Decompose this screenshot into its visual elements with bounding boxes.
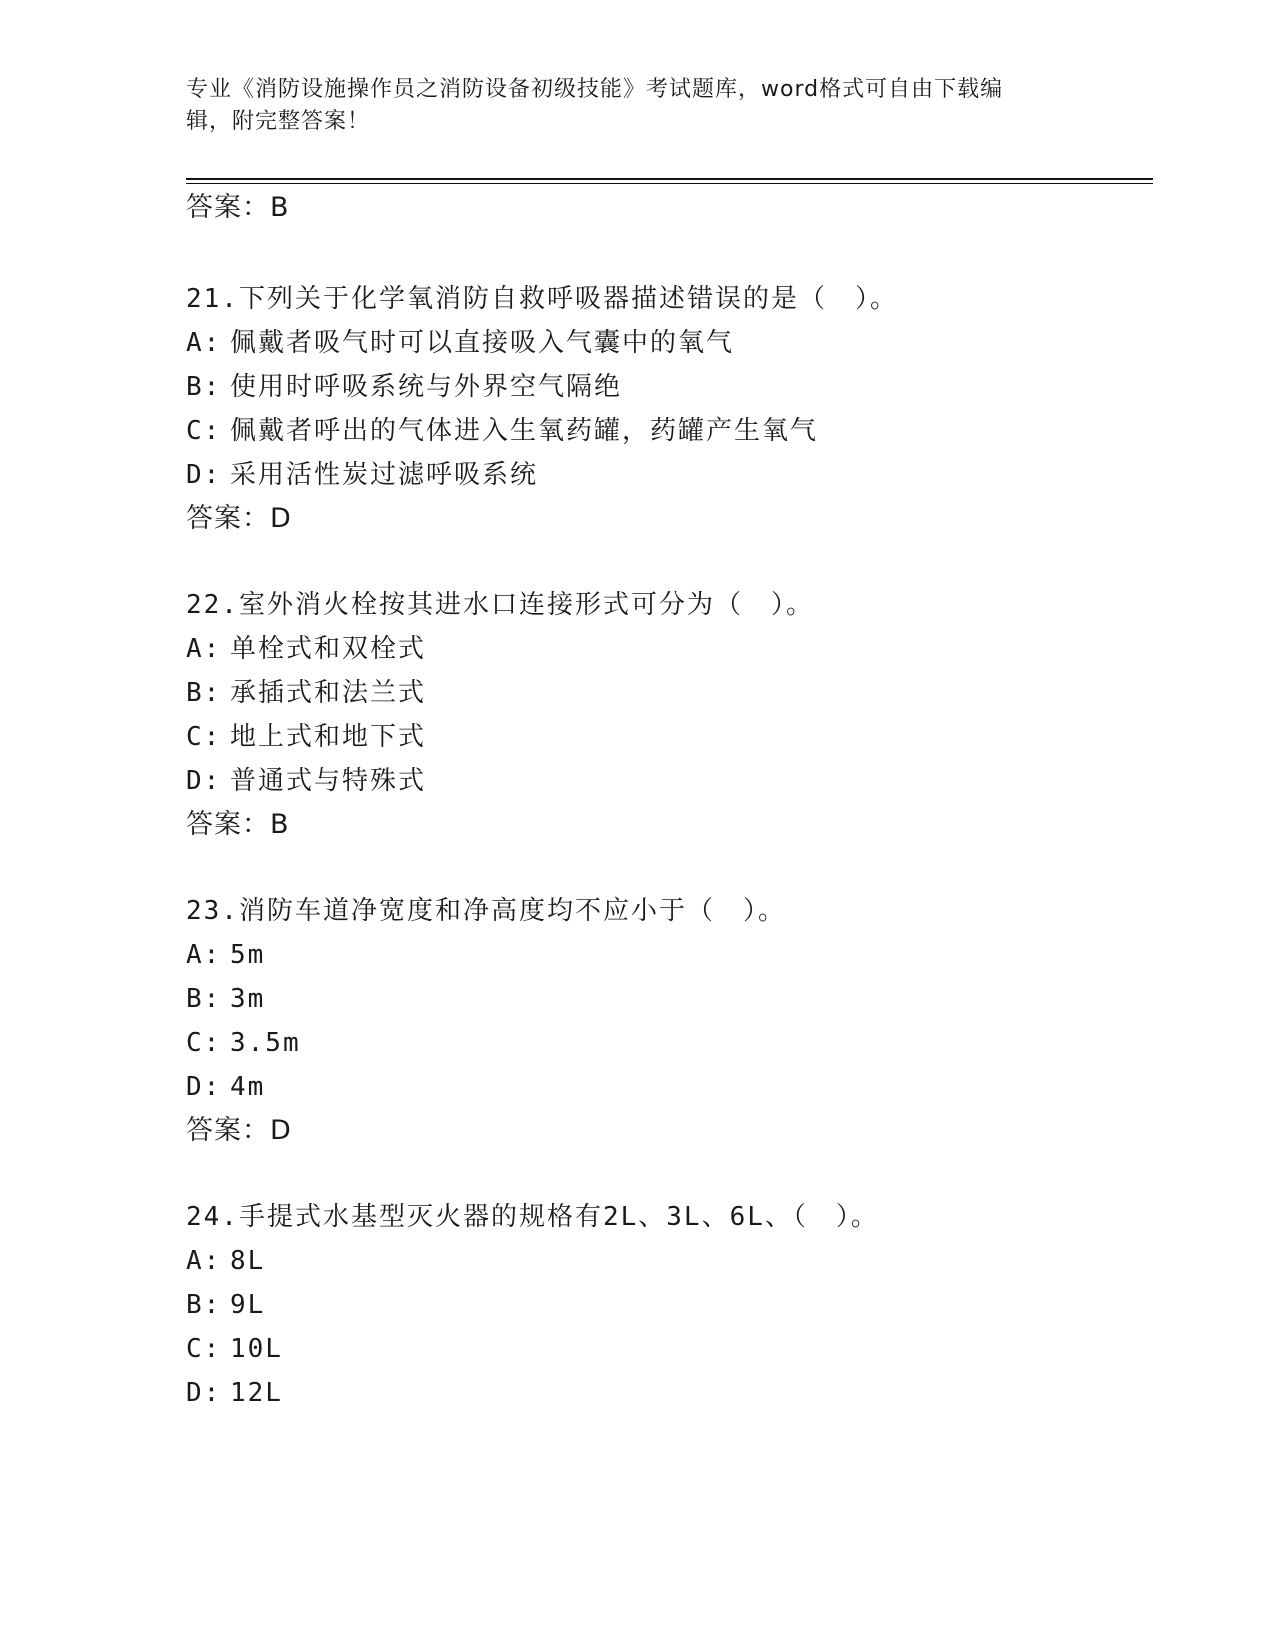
option-text: 12L — [230, 1378, 283, 1408]
option-a — [186, 1244, 265, 1278]
option-a — [186, 326, 734, 360]
option-text: 单栓式和双栓式 — [230, 634, 427, 664]
option-b — [186, 1288, 265, 1322]
option-a — [186, 938, 265, 972]
option-text: 9L — [230, 1290, 266, 1320]
option-label: D: — [186, 1378, 222, 1408]
option-label: B: — [186, 372, 222, 402]
answer-line: 答案：B — [186, 809, 290, 840]
answer-line: 答案：D — [186, 503, 292, 534]
option-b — [186, 676, 426, 710]
option-label: C: — [186, 1028, 222, 1058]
option-label: D: — [186, 460, 222, 490]
option-text: 使用时呼吸系统与外界空气隔绝 — [230, 372, 623, 402]
option-label: A: — [186, 940, 222, 970]
option-text: 普通式与特殊式 — [230, 766, 427, 796]
header-line-1: 专业《消防设施操作员之消防设备初级技能》考试题库，word格式可自由下载编 — [186, 77, 1004, 102]
option-text: 承插式和法兰式 — [230, 678, 427, 708]
option-b — [186, 982, 265, 1016]
option-text: 4m — [230, 1072, 266, 1102]
option-label: D: — [186, 1072, 222, 1102]
option-text: 地上式和地下式 — [230, 722, 427, 752]
option-label: D: — [186, 766, 222, 796]
option-b — [186, 370, 622, 404]
option-text: 3.5m — [230, 1028, 301, 1058]
header-line-2: 辑，附完整答案！ — [186, 109, 371, 134]
option-label: B: — [186, 1290, 222, 1320]
option-label: B: — [186, 984, 222, 1014]
option-d — [186, 764, 426, 798]
option-text: 采用活性炭过滤呼吸系统 — [230, 460, 539, 490]
option-c — [186, 720, 426, 754]
question-stem: 24.手提式水基型灭火器的规格有2L、3L、6L、（ ）。 — [186, 1202, 879, 1232]
option-text: 3m — [230, 984, 266, 1014]
option-text: 佩戴者吸气时可以直接吸入气囊中的氧气 — [230, 328, 735, 358]
answer-line: 答案：D — [186, 1115, 292, 1146]
option-d — [186, 1070, 265, 1104]
answer-line: 答案：B — [186, 192, 290, 223]
option-label: A: — [186, 328, 222, 358]
option-text: 10L — [230, 1334, 283, 1364]
document-header — [186, 74, 1066, 138]
option-text: 佩戴者呼出的气体进入生氧药罐，药罐产生氧气 — [230, 416, 819, 446]
question-stem: 22.室外消火栓按其进水口连接形式可分为（ ）。 — [186, 590, 814, 620]
header-divider-thin — [186, 183, 1153, 184]
option-label: C: — [186, 416, 222, 446]
question-stem: 23.消防车道净宽度和净高度均不应小于（ ）。 — [186, 896, 786, 926]
option-d — [186, 458, 538, 492]
option-c — [186, 1026, 301, 1060]
option-label: A: — [186, 634, 222, 664]
option-label: A: — [186, 1246, 222, 1276]
option-c — [186, 414, 818, 448]
option-label: C: — [186, 1334, 222, 1364]
option-c — [186, 1332, 283, 1366]
header-divider-thick — [186, 178, 1153, 180]
option-label: C: — [186, 722, 222, 752]
option-d — [186, 1376, 283, 1410]
option-label: B: — [186, 678, 222, 708]
option-text: 5m — [230, 940, 266, 970]
question-stem: 21.下列关于化学氧消防自救呼吸器描述错误的是（ ）。 — [186, 284, 898, 314]
option-text: 8L — [230, 1246, 266, 1276]
option-a — [186, 632, 426, 666]
